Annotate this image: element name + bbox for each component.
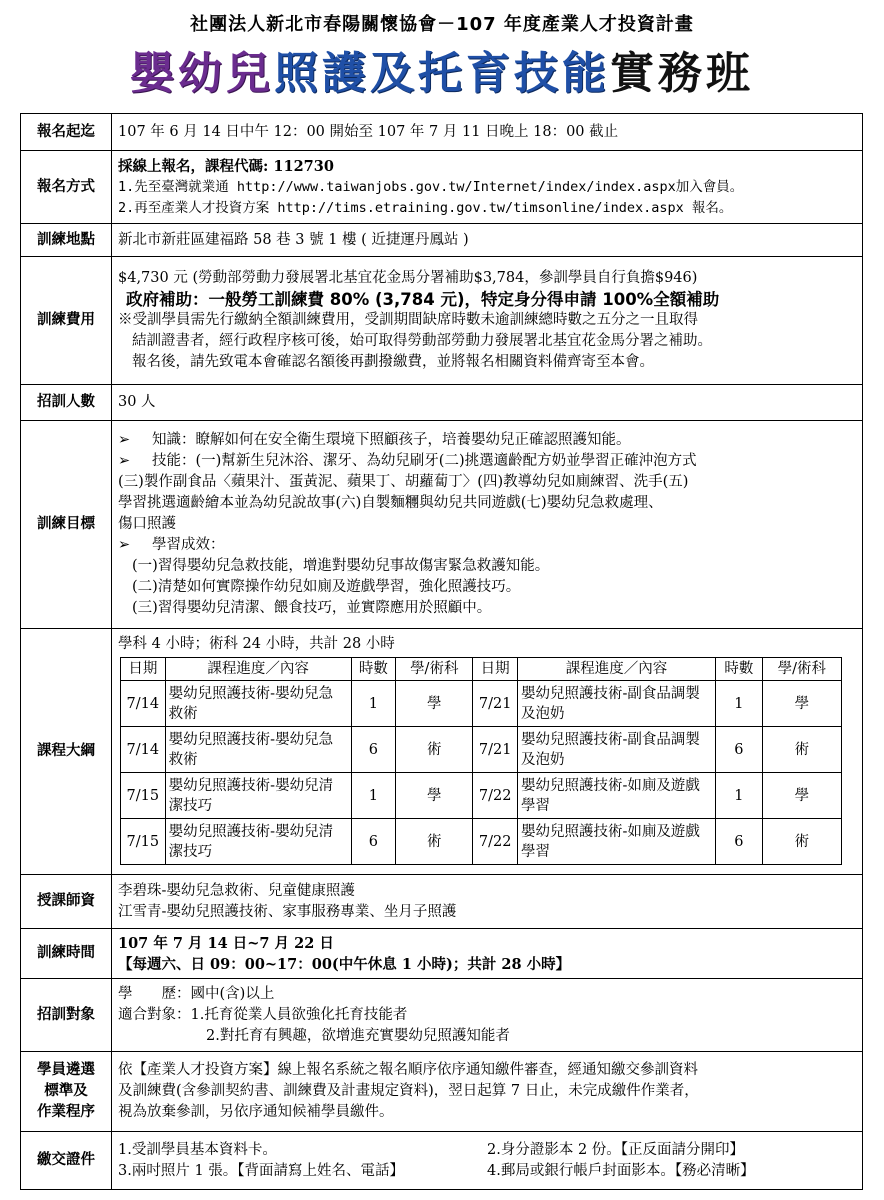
selection-line-3: 視為放棄參訓，另依序通知候補學員繳件。	[118, 1104, 394, 1120]
syllabus-cell: 7/15	[121, 819, 166, 865]
skills-text-4: 傷口照護	[118, 516, 176, 532]
row-schedule	[21, 929, 863, 979]
schedule-value	[112, 929, 863, 979]
syllabus-cell: 學	[396, 773, 473, 819]
row-fee	[21, 257, 863, 385]
document-item-4: 4.郵局或銀行帳戶封面影本。【務必清晰】	[487, 1162, 755, 1179]
objective-outcomes	[118, 535, 856, 556]
row-registration-period	[21, 114, 863, 151]
syllabus-table	[120, 657, 842, 865]
row-capacity	[21, 385, 863, 421]
schedule-label: 訓練時間	[21, 929, 112, 979]
registration-period-value: 107 年 6 月 14 日中午 12：00 開始至 107 年 7 月 11 日晚上 18：00 截止	[112, 114, 863, 151]
target-value	[112, 979, 863, 1052]
objectives-label: 訓練目標	[21, 421, 112, 629]
location-label: 訓練地點	[21, 224, 112, 257]
syllabus-header-cell: 日期	[121, 658, 166, 681]
fee-value	[112, 257, 863, 385]
syllabus-header-cell: 學/術科	[762, 658, 841, 681]
syllabus-cell: 1	[351, 681, 396, 727]
fee-label: 訓練費用	[21, 257, 112, 385]
location-value: 新北市新莊區建福路 58 巷 3 號 1 樓 ( 近捷運丹鳳站 )	[112, 224, 863, 257]
fee-line: $4,730 元 (勞動部勞動力發展署北基宜花金馬分署補助$3,784，參訓學員自行負擔$946)	[118, 270, 698, 286]
syllabus-cell: 術	[762, 727, 841, 773]
table-row	[121, 727, 842, 773]
syllabus-cell: 嬰幼兒照護技術-嬰幼兒清潔技巧	[165, 819, 351, 865]
course-info-table	[20, 113, 863, 1190]
instructors-value	[112, 875, 863, 929]
documents-row-2	[118, 1161, 856, 1182]
syllabus-cell: 7/22	[473, 773, 518, 819]
instructor-1: 李碧珠-嬰幼兒急救術、兒童健康照護	[118, 882, 355, 899]
fee-note-2: 結訓證書者，經行政程序核可後，始可取得勞動部勞動力發展署北基宜花金馬分署之補助。	[132, 333, 712, 349]
objectives-value	[112, 421, 863, 629]
outcome-1: (一)習得嬰幼兒急救技能，增進對嬰幼兒事故傷害緊急救護知能。	[132, 558, 550, 574]
arrow-bullet-icon: ➢	[118, 453, 131, 469]
skills-text: 技能：(一)幫新生兒沐浴、潔牙、為幼兒刷牙(二)挑選適齡配方奶並學習正確沖泡方式	[152, 453, 697, 469]
syllabus-value	[112, 629, 863, 875]
row-location	[21, 224, 863, 257]
objective-skills	[118, 451, 856, 472]
syllabus-cell: 1	[716, 773, 763, 819]
syllabus-cell: 6	[716, 727, 763, 773]
row-target	[21, 979, 863, 1052]
syllabus-label: 課程大綱	[21, 629, 112, 875]
title-part-2: 照護及托育技能	[274, 48, 610, 99]
outcome-2: (二)清楚如何實際操作幼兒如廁及遊戲學習，強化照護技巧。	[132, 579, 521, 595]
row-documents	[21, 1132, 863, 1190]
syllabus-summary: 學科 4 小時；術科 24 小時，共計 28 小時	[118, 636, 395, 652]
syllabus-cell: 嬰幼兒照護技術-嬰幼兒清潔技巧	[165, 773, 351, 819]
syllabus-cell: 7/14	[121, 727, 166, 773]
syllabus-cell: 學	[396, 681, 473, 727]
row-objectives	[21, 421, 863, 629]
row-registration-method	[21, 151, 863, 224]
syllabus-cell: 術	[396, 727, 473, 773]
syllabus-cell: 嬰幼兒照護技術-副食品調製及泡奶	[518, 727, 716, 773]
selection-label	[21, 1052, 112, 1132]
selection-label-3: 作業程序	[37, 1104, 95, 1120]
schedule-hours: 【每週六、日 09：00~17：00(中午休息 1 小時)；共計 28 小時】	[118, 955, 571, 973]
registration-method-value	[112, 151, 863, 224]
subsidy-line: 政府補助：一般勞工訓練費 80% (3,784 元)，特定身分得申請 100%全額補助	[126, 290, 720, 309]
schedule-dates: 107 年 7 月 14 日~7 月 22 日	[118, 934, 334, 952]
syllabus-header-cell: 學/術科	[396, 658, 473, 681]
syllabus-cell: 術	[396, 819, 473, 865]
documents-label: 繳交證件	[21, 1132, 112, 1190]
syllabus-cell: 嬰幼兒照護技術-如廁及遊戲學習	[518, 819, 716, 865]
syllabus-cell: 嬰幼兒照護技術-副食品調製及泡奶	[518, 681, 716, 727]
document-item-3: 3.兩吋照片 1 張。【背面請寫上姓名、電話】	[118, 1162, 405, 1179]
taiwanjobs-link[interactable]: 1.先至臺灣就業通 http://www.taiwanjobs.gov.tw/Internet/index/index.aspx加入會員。	[118, 178, 744, 195]
row-instructors	[21, 875, 863, 929]
syllabus-cell: 嬰幼兒照護技術-如廁及遊戲學習	[518, 773, 716, 819]
syllabus-header-cell: 課程進度／內容	[165, 658, 351, 681]
syllabus-cell: 6	[351, 727, 396, 773]
skills-text-3: 學習挑選適齡繪本並為幼兒說故事(六)自製麵糰與幼兒共同遊戲(七)嬰幼兒急救處理、	[118, 495, 663, 511]
selection-line-1: 依【產業人才投資方案】線上報名系統之報名順序依序通知繳件審查，經通知繳交參訓資料	[118, 1062, 698, 1078]
syllabus-cell: 7/14	[121, 681, 166, 727]
syllabus-cell: 術	[762, 819, 841, 865]
documents-value	[112, 1132, 863, 1190]
outcome-3: (三)習得嬰幼兒清潔、餵食技巧，並實際應用於照顧中。	[132, 600, 492, 616]
target-audience-1: 適合對象：1.托育從業人員欲強化托育技能者	[118, 1006, 408, 1023]
knowledge-text: 知識：瞭解如何在安全衛生環境下照顧孩子，培養嬰幼兒正確認照護知能。	[152, 432, 631, 448]
row-selection	[21, 1052, 863, 1132]
selection-label-1: 學員遴選	[37, 1062, 95, 1078]
tims-link[interactable]: 2.再至產業人才投資方案 http://tims.etraining.gov.tw/timsonline/index.aspx 報名。	[118, 199, 733, 216]
registration-method-label: 報名方式	[21, 151, 112, 224]
instructors-label: 授課師資	[21, 875, 112, 929]
syllabus-cell: 7/21	[473, 727, 518, 773]
documents-row-1	[118, 1140, 856, 1161]
skills-text-2: (三)製作副食品〈蘋果汁、蛋黃泥、蘋果丁、胡蘿蔔丁〉(四)教導幼兒如廁練習、洗手(五)	[118, 474, 689, 490]
document-item-2: 2.身分證影本 2 份。【正反面請分開印】	[487, 1141, 745, 1158]
document-item-1: 1.受訓學員基本資料卡。	[118, 1141, 277, 1158]
target-label: 招訓對象	[21, 979, 112, 1052]
syllabus-cell: 7/22	[473, 819, 518, 865]
objective-knowledge	[118, 430, 856, 451]
fee-note-1: ※受訓學員需先行繳納全額訓練費用，受訓期間缺席時數未逾訓練總時數之五分之一且取得	[118, 312, 698, 328]
syllabus-cell: 1	[351, 773, 396, 819]
syllabus-header-row	[121, 658, 842, 681]
syllabus-cell: 嬰幼兒照護技術-嬰幼兒急救術	[165, 727, 351, 773]
syllabus-header-cell: 課程進度／內容	[518, 658, 716, 681]
page-title	[0, 44, 884, 104]
capacity-value: 30 人	[112, 385, 863, 421]
header-subtitle: 社團法人新北市春陽關懷協會－107 年度產業人才投資計畫	[190, 14, 694, 35]
registration-period-label: 報名起迄	[21, 114, 112, 151]
capacity-label: 招訓人數	[21, 385, 112, 421]
arrow-bullet-icon: ➢	[118, 432, 131, 448]
syllabus-header-cell: 時數	[351, 658, 396, 681]
selection-value	[112, 1052, 863, 1132]
syllabus-cell: 學	[762, 681, 841, 727]
selection-line-2: 及訓練費(含參訓契約書、訓練費及計畫規定資料)，翌日起算 7 日止，未完成繳件作業者，	[118, 1083, 699, 1099]
table-row	[121, 773, 842, 819]
arrow-bullet-icon: ➢	[118, 537, 131, 553]
target-audience-2: 2.對托育有興趣，欲增進充實嬰幼兒照護知能者	[206, 1027, 510, 1044]
table-row	[121, 819, 842, 865]
selection-label-2: 標準及	[44, 1083, 88, 1099]
syllabus-header-cell: 時數	[716, 658, 763, 681]
syllabus-cell: 7/15	[121, 773, 166, 819]
course-code-line: 採線上報名，課程代碼: 112730	[118, 157, 334, 175]
syllabus-header-cell: 日期	[473, 658, 518, 681]
syllabus-cell: 嬰幼兒照護技術-嬰幼兒急救術	[165, 681, 351, 727]
syllabus-cell: 1	[716, 681, 763, 727]
title-part-1: 嬰幼兒	[130, 48, 274, 99]
row-syllabus	[21, 629, 863, 875]
instructor-2: 江雪青-嬰幼兒照護技術、家事服務專業、坐月子照護	[118, 903, 457, 920]
title-part-3: 實務班	[610, 48, 754, 99]
syllabus-cell: 6	[351, 819, 396, 865]
syllabus-cell: 學	[762, 773, 841, 819]
outcomes-heading: 學習成效：	[152, 537, 225, 553]
syllabus-cell: 6	[716, 819, 763, 865]
target-education: 學 歷：國中(含)以上	[118, 985, 275, 1002]
fee-note-3: 報名後，請先致電本會確認名額後再劃撥繳費，並將報名相關資料備齊寄至本會。	[132, 354, 654, 370]
table-row	[121, 681, 842, 727]
syllabus-cell: 7/21	[473, 681, 518, 727]
